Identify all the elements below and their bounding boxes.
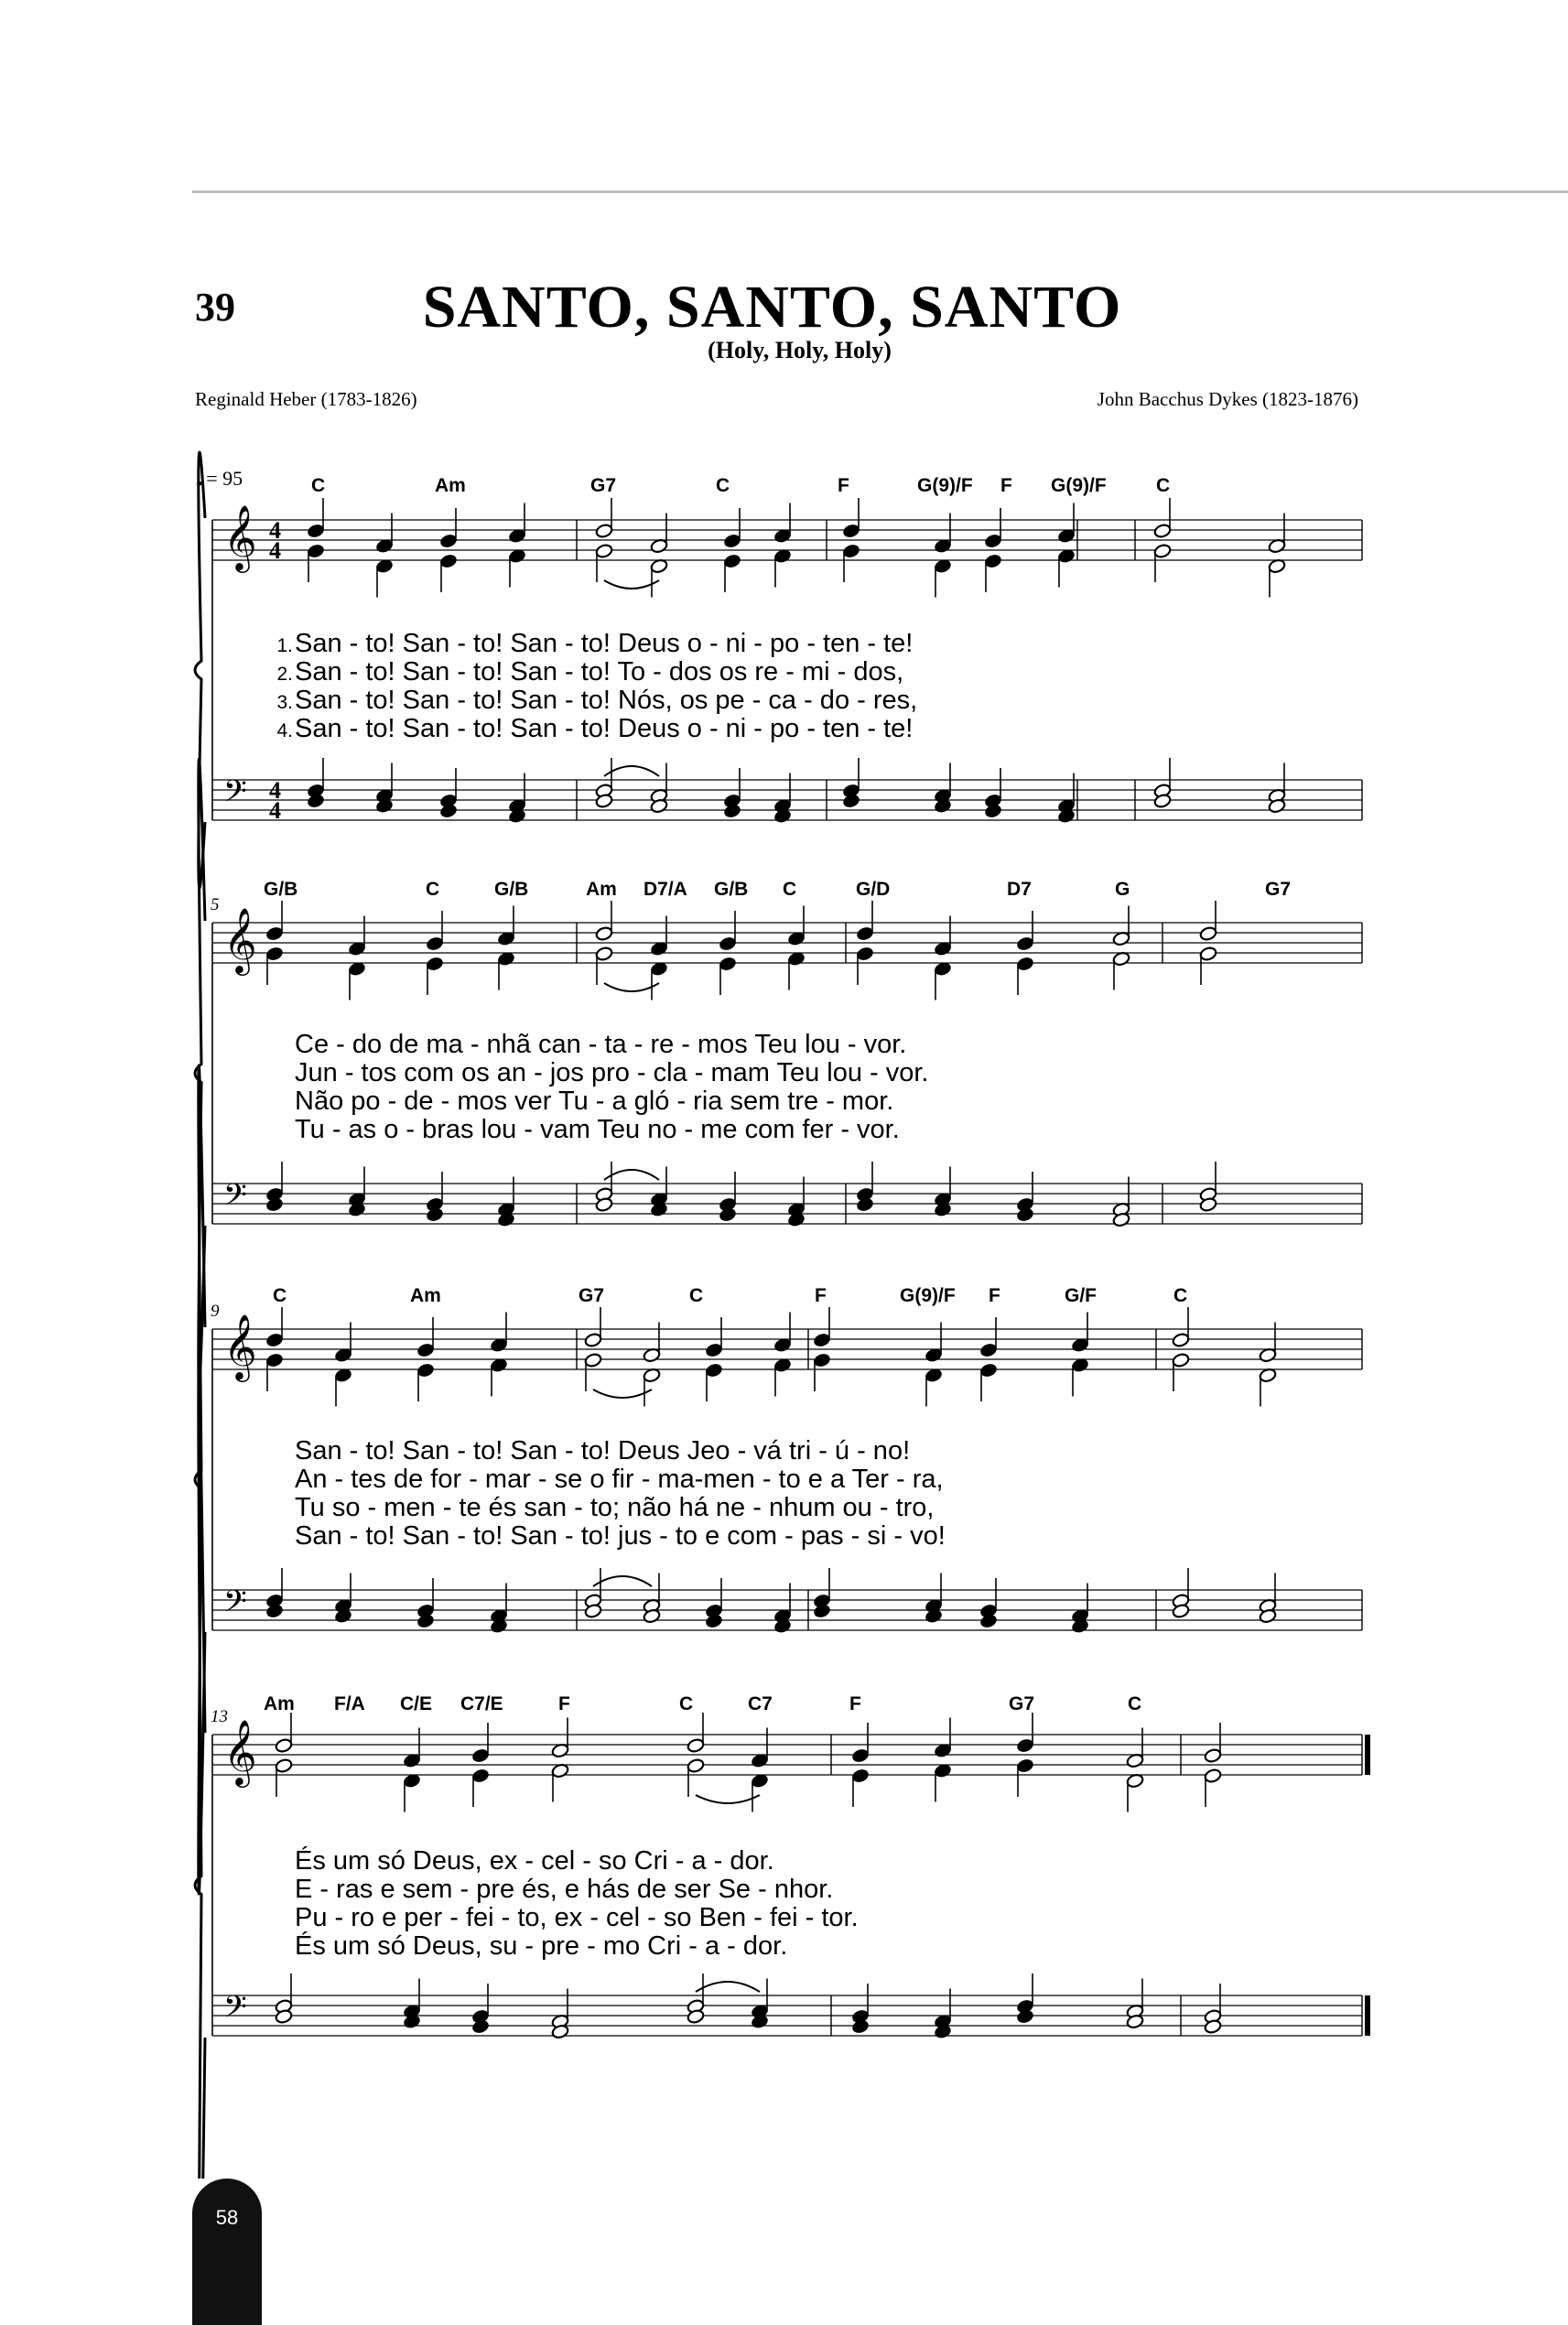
treble-note (723, 553, 741, 568)
chord-symbol: G/D (856, 879, 891, 900)
chord-symbol: Am (264, 1693, 295, 1714)
quarter-note-icon: ♩ (195, 464, 207, 492)
treble-note (1172, 1352, 1190, 1368)
lyric-line: San - to! San - to! San - to! Deus Jeo - vá tri - ú - no! (295, 1436, 911, 1465)
chord-symbol: G7 (579, 1285, 605, 1306)
treble-clef-icon: 𝄞 (223, 1718, 257, 1785)
treble-note (842, 543, 860, 558)
bass-time-signature-top: 4 (269, 777, 281, 804)
treble-note (265, 946, 284, 961)
measure-number: 13 (211, 1707, 228, 1726)
treble-note (687, 1757, 705, 1773)
treble-note (1153, 523, 1172, 538)
verse-number: 2. (276, 664, 293, 685)
page-number-tab (192, 2179, 262, 2325)
chord-symbol: F (815, 1285, 827, 1306)
treble-note (1016, 935, 1034, 951)
chord-symbol: C (716, 475, 730, 496)
treble-note (595, 946, 613, 961)
treble-note (1016, 1737, 1034, 1753)
slur (593, 1390, 652, 1398)
verse-number: 4. (276, 720, 293, 741)
treble-note (595, 523, 613, 538)
slur (696, 1795, 760, 1803)
treble-note (1016, 956, 1034, 971)
brace (195, 452, 205, 888)
treble-note (856, 946, 874, 961)
lyricist: Reginald Heber (1783-1826) (195, 388, 417, 410)
chord-symbol: C (311, 475, 326, 496)
treble-note (275, 1737, 293, 1753)
treble-note (813, 1352, 831, 1368)
lyric-line: Tu - as o - bras lou - vam Teu no - me com fer - vor. (295, 1115, 900, 1144)
treble-note (275, 1757, 293, 1773)
chord-symbol: G/B (714, 879, 749, 900)
bass-clef-icon: 𝄢 (223, 1990, 247, 2032)
final-barline (1365, 1995, 1370, 2036)
chord-symbol: C (679, 1693, 694, 1714)
chord-symbol: G/B (494, 879, 529, 900)
hymn-subtitle-text: (Holy, Holy, Holy) (708, 337, 892, 363)
treble-note (1204, 1747, 1222, 1763)
treble-note (439, 553, 458, 568)
treble-note (307, 523, 325, 538)
lyric-line: Pu - ro e per - fei - to, ex - cel - so Ben - fei - tor. (295, 1903, 859, 1932)
chord-symbol: F (1000, 475, 1012, 496)
composer: John Bacchus Dykes (1823-1876) (1097, 388, 1358, 410)
chord-symbol: D7 (1007, 879, 1032, 900)
chord-symbol: G/F (1065, 1285, 1097, 1306)
lyric-line: San - to! San - to! San - to! jus - to e com - pas - si - vo! (295, 1521, 946, 1551)
treble-note (984, 553, 1002, 568)
chord-symbol: Am (586, 879, 617, 900)
treble-note (984, 533, 1002, 548)
treble-note (705, 1342, 723, 1357)
chord-symbol: F (989, 1285, 1000, 1306)
lyric-line: San - to! San - to! San - to! Deus o - ni - po - ten - te! (295, 629, 914, 658)
treble-note (851, 1768, 870, 1783)
treble-note (426, 935, 444, 951)
treble-note (719, 956, 737, 971)
treble-note (416, 1362, 435, 1378)
verse-number: 3. (276, 692, 293, 713)
lyric-line: San - to! San - to! San - to! Nós, os pe - ca - do - res, (295, 686, 918, 715)
treble-note (439, 533, 458, 548)
chord-symbol: F (849, 1693, 861, 1714)
bass-time-signature-bottom: 4 (269, 797, 281, 824)
chord-symbol: G/B (264, 879, 298, 900)
treble-clef-icon: 𝄞 (223, 906, 257, 973)
lyric-line: San - to! San - to! San - to! To - dos os re - mi - dos, (295, 657, 904, 687)
treble-clef-icon: 𝄞 (223, 1313, 257, 1379)
chord-symbol: G (1115, 879, 1130, 900)
treble-note (584, 1352, 602, 1368)
treble-note (426, 956, 444, 971)
chord-symbol: C (1128, 1693, 1142, 1714)
treble-note (584, 1332, 602, 1347)
bass-clef-icon: 𝄢 (223, 1584, 247, 1627)
chord-symbol: Am (435, 475, 466, 496)
treble-note (979, 1342, 998, 1357)
hymn-title-text: SANTO, SANTO, SANTO (422, 274, 1122, 341)
lyric-line: An - tes de for - mar - se o fir - ma-men - to e a Ter - ra, (295, 1465, 944, 1494)
final-barline (1365, 1735, 1370, 1775)
chord-symbol: G(9)/F (917, 475, 973, 496)
treble-note (723, 533, 741, 548)
treble-clef-icon: 𝄞 (223, 503, 257, 570)
chord-symbol: D7/A (643, 879, 687, 900)
chord-symbol: G7 (590, 475, 617, 496)
chord-symbol: C/E (400, 1693, 433, 1714)
lyric-line: San - to! San - to! San - to! Deus o - ni - po - ten - te! (295, 714, 914, 743)
chord-symbol: F/A (334, 1693, 365, 1714)
time-signature-bottom: 4 (269, 537, 281, 564)
slur (604, 766, 659, 776)
measure-number: 5 (211, 895, 220, 914)
chord-symbol: G7 (1265, 879, 1292, 900)
treble-note (265, 925, 284, 941)
bass-clef-icon: 𝄢 (223, 774, 247, 816)
slur (604, 983, 659, 991)
verse-number: 1. (276, 635, 293, 656)
chord-symbol: F (838, 475, 849, 496)
page-number: 58 (215, 2206, 239, 2229)
time-signature-top: 4 (269, 517, 281, 544)
treble-note (471, 1747, 490, 1763)
chord-symbol: C (426, 879, 440, 900)
treble-note (1199, 925, 1217, 941)
treble-note (595, 543, 613, 558)
lyric-line: És um só Deus, su - pre - mo Cri - a - dor. (295, 1931, 788, 1961)
treble-note (265, 1332, 284, 1347)
measure-number: 9 (211, 1302, 220, 1321)
lyric-line: Não po - de - mos ver Tu - a gló - ria sem tre - mor. (295, 1087, 894, 1116)
treble-note (595, 925, 613, 941)
bass-clef-icon: 𝄢 (223, 1178, 247, 1220)
chord-symbol: C (689, 1285, 704, 1306)
lyric-line: E - ras e sem - pre és, e hás de ser Se - nhor. (295, 1875, 834, 1904)
treble-note (856, 925, 874, 941)
chord-symbol: C (1156, 475, 1171, 496)
treble-note (416, 1342, 435, 1357)
treble-note (1153, 543, 1172, 558)
treble-note (307, 543, 325, 558)
lyric-line: Jun - tos com os an - jos pro - cla - mam Teu lou - vor. (295, 1058, 929, 1087)
treble-note (1204, 1768, 1222, 1783)
chord-symbol: C (1173, 1285, 1188, 1306)
chord-symbol: G(9)/F (1051, 475, 1107, 496)
treble-note (471, 1768, 490, 1783)
tempo-value: = 95 (206, 467, 243, 490)
chord-symbol: C7 (748, 1693, 773, 1714)
slur (696, 1982, 760, 1992)
treble-note (842, 523, 860, 538)
treble-note (1172, 1332, 1190, 1347)
hymn-number: 39 (195, 285, 235, 330)
treble-note (1199, 946, 1217, 961)
lyric-line: Tu so - men - te és san - to; não há ne - nhum ou - tro, (295, 1493, 935, 1522)
treble-note (851, 1747, 870, 1763)
treble-note (265, 1352, 284, 1368)
chord-symbol: G7 (1009, 1693, 1035, 1714)
treble-note (979, 1362, 998, 1378)
chord-symbol: C7/E (460, 1693, 503, 1714)
chord-symbol: F (558, 1693, 570, 1714)
treble-note (1016, 1757, 1034, 1773)
chord-symbol: Am (410, 1285, 441, 1306)
lyric-line: És um só Deus, ex - cel - so Cri - a - dor. (295, 1846, 774, 1876)
slur (604, 580, 659, 589)
chord-symbol: C (273, 1285, 287, 1306)
treble-note (719, 935, 737, 951)
slur (604, 1170, 659, 1180)
slur (593, 1576, 652, 1586)
lyric-line: Ce - do de ma - nhã can - ta - re - mos Teu lou - vor. (295, 1030, 907, 1059)
chord-symbol: G(9)/F (900, 1285, 956, 1306)
chord-symbol: C (783, 879, 797, 900)
treble-note (687, 1737, 705, 1753)
treble-note (705, 1362, 723, 1378)
treble-note (813, 1332, 831, 1347)
